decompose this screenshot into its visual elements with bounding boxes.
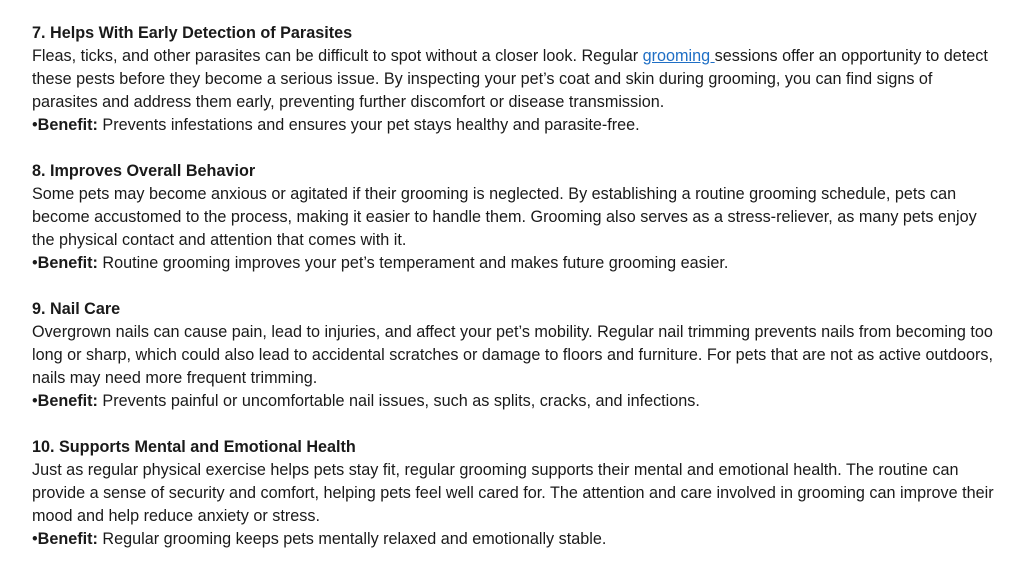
section-mental-health: [32, 436, 994, 551]
section-parasite-detection: [32, 22, 994, 137]
benefit-label: Benefit:: [37, 530, 98, 548]
bullet-glyph: •: [32, 116, 38, 134]
section-heading: 10. Supports Mental and Emotional Health: [32, 438, 356, 456]
benefit-line: [32, 390, 994, 413]
section-body: [32, 45, 994, 114]
bullet-glyph: •: [32, 254, 38, 272]
section-heading: 9. Nail Care: [32, 300, 121, 318]
section-body: Overgrown nails can cause pain, lead to injuries, and affect your pet’s mobility. Regular nail trimming prevents nails from becoming too long or sharp, which could also lead to accidental scratches or damage to floors and furniture. For pets that are not as active outdoors, nails may need more frequent trimming.: [32, 323, 993, 387]
benefit-label: Benefit:: [37, 116, 98, 134]
bullet-glyph: •: [32, 392, 38, 410]
bullet-glyph: •: [32, 530, 38, 548]
benefit-line: [32, 252, 994, 275]
body-text-before-link: Fleas, ticks, and other parasites can be difficult to spot without a closer look. Regular: [32, 47, 643, 65]
benefit-label: Benefit:: [37, 254, 98, 272]
benefit-line: [32, 114, 994, 137]
section-overall-behavior: [32, 160, 994, 275]
section-heading: 8. Improves Overall Behavior: [32, 162, 256, 180]
benefit-text: Prevents painful or uncomfortable nail issues, such as splits, cracks, and infections.: [97, 392, 700, 410]
benefit-line: [32, 528, 994, 551]
section-nail-care: [32, 298, 994, 413]
benefit-label: Benefit:: [37, 392, 98, 410]
section-body: Some pets may become anxious or agitated if their grooming is neglected. By establishing a routine grooming schedule, pets can become accustomed to the process, making it easier to handle them. Grooming also serves as a stress-reliever, as many pets enjoy the physical contact and attention that comes with it.: [32, 185, 977, 249]
body-text-after-link: sessions offer an opportunity to detect these pests before they become a serious issue. By inspecting your pet’s coat and skin during grooming, you can find signs of parasites and address them early, preventing further discomfort or disease transmission.: [32, 47, 988, 111]
document-content: [32, 22, 994, 551]
grooming-link[interactable]: grooming: [642, 47, 715, 65]
benefit-text: Prevents infestations and ensures your pet stays healthy and parasite-free.: [97, 116, 640, 134]
benefit-text: Routine grooming improves your pet’s temperament and makes future grooming easier.: [97, 254, 729, 272]
section-heading: 7. Helps With Early Detection of Parasites: [32, 24, 353, 42]
section-body: Just as regular physical exercise helps pets stay fit, regular grooming supports their mental and emotional health. The routine can provide a sense of security and comfort, helping pets feel well cared for. The attention and care involved in grooming can improve their mood and help reduce anxiety or stress.: [32, 461, 994, 525]
benefit-text: Regular grooming keeps pets mentally relaxed and emotionally stable.: [97, 530, 607, 548]
